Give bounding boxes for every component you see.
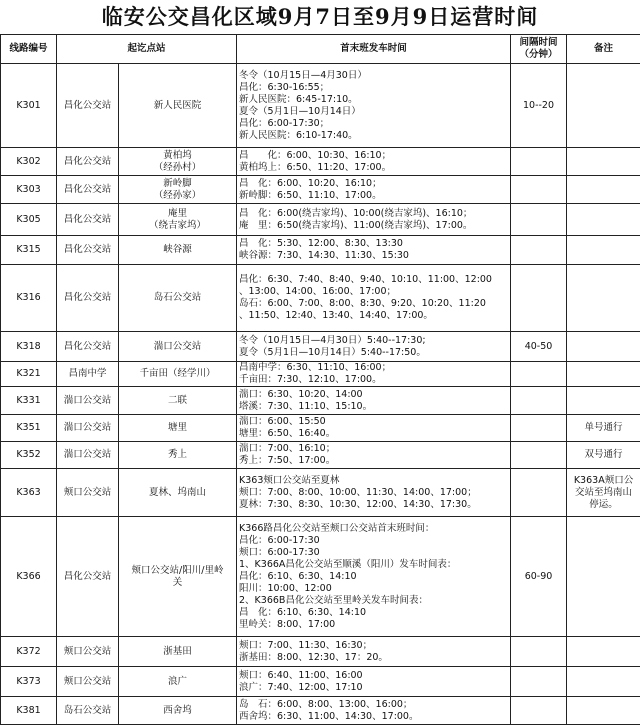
remark-cell [567,362,640,387]
end-stop-cell: 西舍坞 [119,697,237,725]
interval-cell [511,442,567,469]
times-cell: 昌南中学：6:30、11:10、16:00； 千亩田：7:30、12:10、17:00。 [237,362,511,387]
route-cell: K316 [1,265,57,332]
table-row [1,204,640,236]
interval-cell [511,362,567,387]
interval-cell [511,148,567,176]
interval-cell: 40-50 [511,332,567,362]
interval-cell [511,265,567,332]
start-stop-cell: 湍口公交站 [57,442,119,469]
start-stop-cell: 颊口公交站 [57,469,119,517]
remark-cell [567,332,640,362]
route-cell: K363 [1,469,57,517]
times-cell: 湍口：6:30、10:20、14:00 塔溪：7:30、11:10、15:10。 [237,387,511,415]
end-stop-cell: 浪广 [119,667,237,697]
header-stops: 起讫点站 [57,35,237,64]
start-stop-cell: 昌化公交站 [57,517,119,637]
start-stop-cell: 岛石公交站 [57,697,119,725]
remark-cell [567,236,640,265]
table-row [1,387,640,415]
times-cell: 岛 石：6:00、8:00、13:00、16:00； 西舍坞：6:30、11:00、14:30、17:00。 [237,697,511,725]
route-cell: K321 [1,362,57,387]
remark-cell [567,176,640,204]
table-row [1,697,640,725]
end-stop-cell: 湍口公交站 [119,332,237,362]
table-row [1,469,640,517]
header-remark: 备注 [567,35,640,64]
route-cell: K373 [1,667,57,697]
remark-cell [567,204,640,236]
times-cell: 颊口：6:40、11:00、16:00 浪广：7:40、12:00、17:10 [237,667,511,697]
table-row [1,637,640,667]
interval-cell [511,667,567,697]
end-stop-cell: 庵里 （绕吉家坞） [119,204,237,236]
start-stop-cell: 昌化公交站 [57,204,119,236]
remark-cell: 单号通行 [567,415,640,442]
table-row [1,265,640,332]
remark-cell [567,637,640,667]
interval-cell [511,415,567,442]
end-stop-cell: 岛石公交站 [119,265,237,332]
times-cell: 湍口：6:00、15:50 塘里：6:50、16:40。 [237,415,511,442]
times-cell: 昌 化：5:30、12:00、8:30、13:30 峡谷源：7:30、14:30、11:30、15:30 [237,236,511,265]
interval-cell [511,236,567,265]
end-stop-cell: 黄柏坞 （经孙村） [119,148,237,176]
end-stop-cell: 峡谷源 [119,236,237,265]
route-cell: K351 [1,415,57,442]
end-stop-cell: 新人民医院 [119,64,237,148]
remark-cell [567,265,640,332]
interval-cell [511,204,567,236]
end-stop-cell: 秀上 [119,442,237,469]
route-cell: K366 [1,517,57,637]
times-cell: 冬令（10月15日—4月30日）5:40--17:30; 夏令（5月1日—10月14日）5:40--17:50。 [237,332,511,362]
times-cell: 昌 化：6:00(绕吉家坞)、10:00(绕吉家坞)、16:10； 庵 里：6:50(绕吉家坞)、11:00(绕吉家坞)、17:00。 [237,204,511,236]
route-cell: K302 [1,148,57,176]
times-cell: 冬令（10月15日—4月30日） 昌化：6:30-16:55； 新人民医院：6:45-17:10。 夏令（5月1日—10月14日） 昌化：6:00-17:30； 新人民医院：6:10-17:40。 [237,64,511,148]
remark-cell [567,387,640,415]
schedule-table [0,34,640,725]
times-cell: 昌 化：6:00、10:20、16:10； 新岭脚：6:50、11:10、17:00。 [237,176,511,204]
interval-cell [511,387,567,415]
end-stop-cell: 浙基田 [119,637,237,667]
route-cell: K331 [1,387,57,415]
end-stop-cell: 颊口公交站/阳川/里岭 关 [119,517,237,637]
page-title: 临安公交昌化区域9月7日至9月9日运营时间 [101,4,539,29]
table-row [1,236,640,265]
table-row [1,517,640,637]
route-cell: K303 [1,176,57,204]
times-cell: K366路昌化公交站至颊口公交站首末班时间： 昌化：6:00-17:30 颊口：6:00-17:30 1、K366A昌化公交站至顺溪（阳川）发车时间表： 昌化：6:10、6:30、14:10 阳川：10:00、12:00 2、K366B昌化公交站至里岭关发车时间表： 昌 化：6:10、6:30、14:10 里岭关：8:00、17:00 [237,517,511,637]
route-cell: K381 [1,697,57,725]
start-stop-cell: 昌化公交站 [57,265,119,332]
remark-cell: 双号通行 [567,442,640,469]
start-stop-cell: 湍口公交站 [57,415,119,442]
route-cell: K301 [1,64,57,148]
header-route: 线路编号 [1,35,57,64]
times-cell: 颊口：7:00、11:30、16:30； 浙基田：8:00、12:30、17：20。 [237,637,511,667]
table-row [1,176,640,204]
times-cell: 湍口：7:00、16:10； 秀上：7:50、17:00。 [237,442,511,469]
start-stop-cell: 昌化公交站 [57,236,119,265]
header-row [1,35,640,64]
remark-cell [567,667,640,697]
start-stop-cell: 颊口公交站 [57,667,119,697]
end-stop-cell: 二联 [119,387,237,415]
interval-cell [511,176,567,204]
remark-cell [567,148,640,176]
route-cell: K315 [1,236,57,265]
table-row [1,64,640,148]
interval-cell [511,469,567,517]
end-stop-cell: 夏林、坞南山 [119,469,237,517]
start-stop-cell: 湍口公交站 [57,387,119,415]
start-stop-cell: 昌南中学 [57,362,119,387]
table-row [1,332,640,362]
route-cell: K305 [1,204,57,236]
table-row [1,442,640,469]
interval-cell [511,637,567,667]
remark-cell: K363A颊口公 交站至坞南山 停运。 [567,469,640,517]
remark-cell [567,517,640,637]
header-interval: 间隔时间 （分钟） [511,35,567,64]
interval-cell: 10--20 [511,64,567,148]
start-stop-cell: 昌化公交站 [57,148,119,176]
remark-cell [567,697,640,725]
start-stop-cell: 昌化公交站 [57,176,119,204]
remark-cell [567,64,640,148]
table-row [1,148,640,176]
route-cell: K372 [1,637,57,667]
table-row [1,415,640,442]
interval-cell: 60-90 [511,517,567,637]
route-cell: K352 [1,442,57,469]
table-row [1,667,640,697]
start-stop-cell: 颊口公交站 [57,637,119,667]
start-stop-cell: 昌化公交站 [57,64,119,148]
start-stop-cell: 昌化公交站 [57,332,119,362]
route-cell: K318 [1,332,57,362]
interval-cell [511,697,567,725]
times-cell: K363颊口公交站至夏林 颊口：7:00、8:00、10:00、11:30、14:00、17:00； 夏林：7:30、8:30、10:30、12:00、14:30、17:30。 [237,469,511,517]
end-stop-cell: 塘里 [119,415,237,442]
times-cell: 昌化：6:30、7:40、8:40、9:40、10:10、11:00、12:00 、13:00、14:00、16:00、17:00； 岛石：6:00、7:00、8:00、8:30、9:20、10:20、11:20 、11:50、12:40、13:40、14:40、17:00。 [237,265,511,332]
end-stop-cell: 千亩田（经学川） [119,362,237,387]
table-row [1,362,640,387]
end-stop-cell: 新岭脚 （经孙家） [119,176,237,204]
times-cell: 昌 化：6:00、10:30、16:10； 黄柏坞上：6:50、11:20、17:00。 [237,148,511,176]
header-times: 首末班发车时间 [237,35,511,64]
